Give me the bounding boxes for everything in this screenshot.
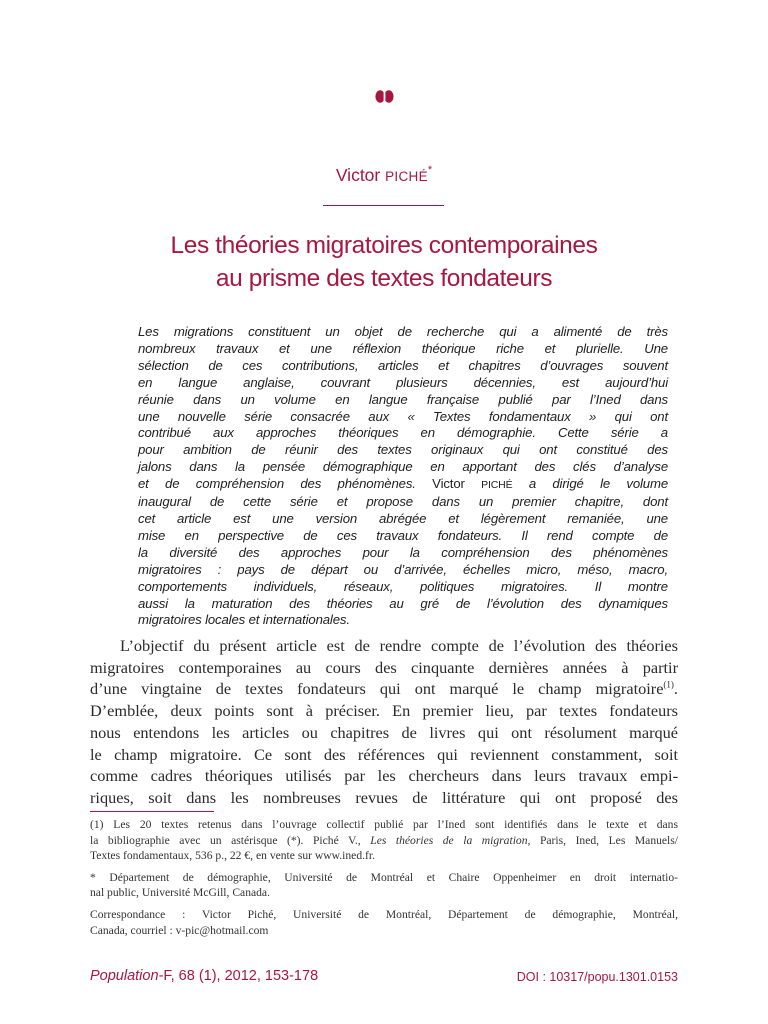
abstract-line: la diversité des approches pour la compréhension des phénomènes (138, 544, 668, 560)
abstract-line: pour ambition de réunir des textes originaux qui ont constitué des (138, 442, 668, 458)
abstract-line: jalons dans la pensée démographique en apportant des clés d’analyse (138, 459, 668, 475)
author-first-name: Victor (335, 165, 381, 185)
abstract-line (138, 476, 668, 494)
journal-name: Population- (90, 968, 164, 984)
abstract-line: mise en perspective de ces travaux fondateurs. Il rend compte de (138, 527, 668, 543)
abstract-line: cet article est une version abrégée et légèrement remaniée, une (138, 510, 668, 526)
abstract-author-first: Victor (432, 476, 465, 492)
abstract-line: réunie dans un volume en langue française publié par l’Ined dans (138, 391, 668, 407)
footnotes (90, 817, 678, 938)
doi-label[interactable]: DOI : 10317/popu.1301.0153 (516, 970, 678, 984)
body-line: le champ migratoire. Ce sont des références qui reviennent constamment, soit (90, 744, 678, 764)
book-title: Les théories de la migration (370, 833, 528, 847)
footnote-1-line (90, 833, 678, 849)
abstract-line: une nouvelle série consacrée aux « Textes fondamentaux » qui ont (138, 408, 668, 424)
article-title (60, 229, 708, 295)
author-divider (323, 205, 444, 206)
abstract-author-last: PICHÉ (481, 479, 513, 492)
footnote-divider (90, 811, 214, 812)
title-line-2: au prisme des textes fondateurs (215, 265, 553, 292)
abstract-line-text: a dirigé le volume (528, 476, 669, 492)
population-journal-logo-icon (375, 90, 394, 103)
abstract-line: migratoires : pays de départ ou d’arrivée, échelles micro, méso, macro, (138, 561, 668, 577)
body-line: comme cadres théoriques utilisés par les chercheurs dans leurs travaux empi- (90, 766, 678, 786)
body-line: nous entendons les articles ou chapitres de livres qui ont résolument marqué (90, 722, 678, 742)
footnote-correspondence-line: Correspondance : Victor Piché, Université de Montréal, Département de démographie, Montréal, (90, 907, 678, 921)
author-line (0, 165, 768, 186)
body-line-end: . (673, 679, 678, 699)
body-line: D’emblée, deux points sont à préciser. En premier lieu, par textes fondateurs (90, 701, 678, 721)
footnote-affiliation-line: * Département de démographie, Université de Montréal et Chaire Oppenheimer en droit internatio- (90, 870, 678, 884)
footnote-1-line: (1) Les 20 textes retenus dans l’ouvrage collectif publié par l’Ined sont identifiés dans le texte et dans (90, 818, 678, 831)
citation-details: , 68 (1), 2012, 153-178 (170, 968, 319, 984)
footnote-text: la bibliographie avec un astérisque (*). Piché V., (90, 833, 371, 847)
abstract-line: migratoires locales et internationales. (138, 612, 350, 628)
footnote-1-line: Textes fondamentaux, 536 p., 22 €, en vente sur www.ined.fr. (90, 849, 375, 863)
abstract-line: contribué aux approches théoriques en démographie. Cette série a (138, 425, 668, 441)
footnote-text: , Paris, Ined, Les Manuels/ (527, 833, 679, 847)
abstract-line: Les migrations constituent un objet de recherche qui a alimenté de très (138, 324, 668, 339)
abstract-line: aussi la maturation des théories au gré de l’évolution des dynamiques (138, 595, 668, 611)
journal-citation (90, 968, 318, 984)
footnote-correspondence-line[interactable]: Canada, courriel : v-pic@hotmail.com (90, 923, 269, 937)
body-line-text: d’une vingtaine de textes fondateurs qui ont marqué le champ migratoire (90, 679, 664, 699)
abstract-line-text: et de compréhension des phénomènes. (138, 476, 416, 492)
author-note-mark: * (427, 164, 433, 177)
body-line (90, 678, 678, 700)
author-last-name: PICHÉ (385, 169, 428, 184)
body-line: L’objectif du présent article est de rendre compte de l’évolution des théories (120, 636, 678, 655)
body-line: migratoires contemporaines au cours des cinquante dernières années à partir (90, 657, 678, 677)
abstract-line: en langue anglaise, couvrant plusieurs décennies, est aujourd’hui (138, 374, 668, 390)
body-line: riques, soit dans les nombreuses revues de littérature qui ont proposé des (90, 787, 678, 807)
abstract-line: sélection de ces contributions, articles et chapitres d’ouvrages souvent (138, 357, 668, 373)
abstract-line: inaugural de cette série et propose dans un premier chapitre, dont (138, 494, 668, 510)
abstract (138, 324, 668, 629)
footnote-affiliation-line: nal public, Université McGill, Canada. (90, 886, 270, 900)
abstract-line: nombreux travaux et une réflexion théorique riche et plurielle. Une (138, 340, 668, 356)
body-paragraph (90, 635, 678, 809)
journal-edition: F (163, 968, 171, 984)
abstract-line: comportements individuels, réseaux, politiques migratoires. Il montre (138, 578, 668, 594)
title-line-1: Les théories migratoires contemporaines (170, 232, 598, 259)
footnote-ref-1[interactable]: (1) (663, 679, 674, 690)
